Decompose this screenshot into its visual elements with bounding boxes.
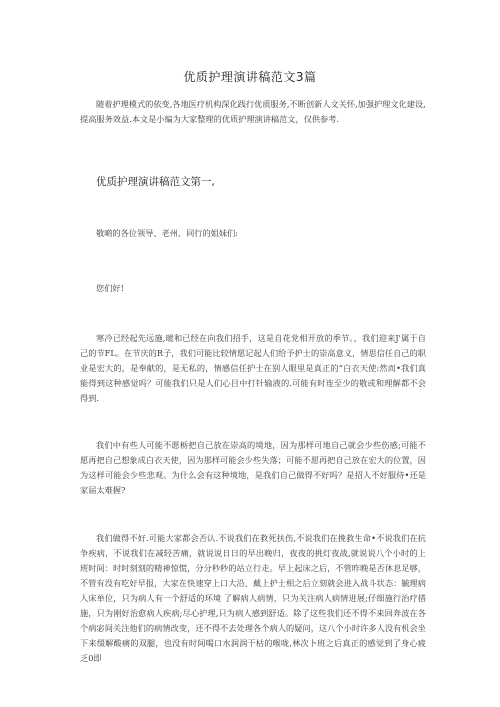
greeting: 您们好!	[96, 283, 124, 293]
body-paragraph-2: 我们中有些人可能不愿栃把自己放在崇高的境地，因为那样可地自己就会少些伤感;可能不愿再把自己想象成白衣天使，因为那样可能会少些失落；可能不愿再把自己放在宏大的位置，因为这样可能会少些悲观。为什么会有这种境地，是我们自己做得不好吗？是招人不好服侍•还是家届太难握?	[80, 440, 426, 495]
body-paragraph-1: 寒冷已经起先远施,暖和已经在向我们招手，这是自花党相开放的季节。，我们迎来J'属于自己的节FL。在节庆的R子，我们可能比较情愿记起人们给予护士的崇高意义，情思信任自己的职业是宏大的，是奉献的，是无私的，情感信任护士在别人眼里是真正的“白衣天使:然而•我们真能得到这种感觉吗？可能我们只是人们心目中打针输液的.可能有时连至少的敬或和理解都不会得到.	[80, 333, 426, 403]
document-title: 优质护理演讲稿范文3篇	[183, 70, 317, 84]
section-heading: 优质护理演讲稿范文第一,	[96, 176, 215, 188]
intro-paragraph: 随着护理模式的依变,各地医疗机构深化践行优质服务,不断创新人文关怀,加强护理文化建设,提高服务效益.本文是小编为大家整理的优质护理演讲稿范文，仅供参考.	[80, 99, 426, 124]
salutation: 敬啲的各位领导、老州、同行的姐妹们:	[96, 228, 238, 238]
body-paragraph-3: 我们做得不好.可能大家都会否认.不说我们在救死扶伤,不说我们在挽救生命•不说我们在抗争疾病，不说我们在减轻苦痛，就说说日日的早出晚归，夜夜的挑灯夜战,就说说八个小时的上班时间：时时刻刻的精神惊慌，分分秒秒的站立行走。早上起床之后，不管昨晚是否休息足够，不管有没有吃好早报，大家在快速穿上口大沿、戴上护士相之后立刻就会进入战斗状态：毓理病人床单位，只为病人有一个舒适的环境 了解病人病情，只为关注病人病情进展;仔细施行治疗措施，只为刚好治愈病人疾病;尽心护理,只为病人感到舒适。除了这些我们还不得不来回奔波在各个病宓间关注他们的病情改变，还不得不去处理各个病人的疑问，这八个小时许多人没有机会坐下来缀解酸痛的双腿，也没有时间喝口水润润干枯的喉咙,林次卜班之后真正的感觉到了身心疲乏0即	[80, 533, 426, 663]
